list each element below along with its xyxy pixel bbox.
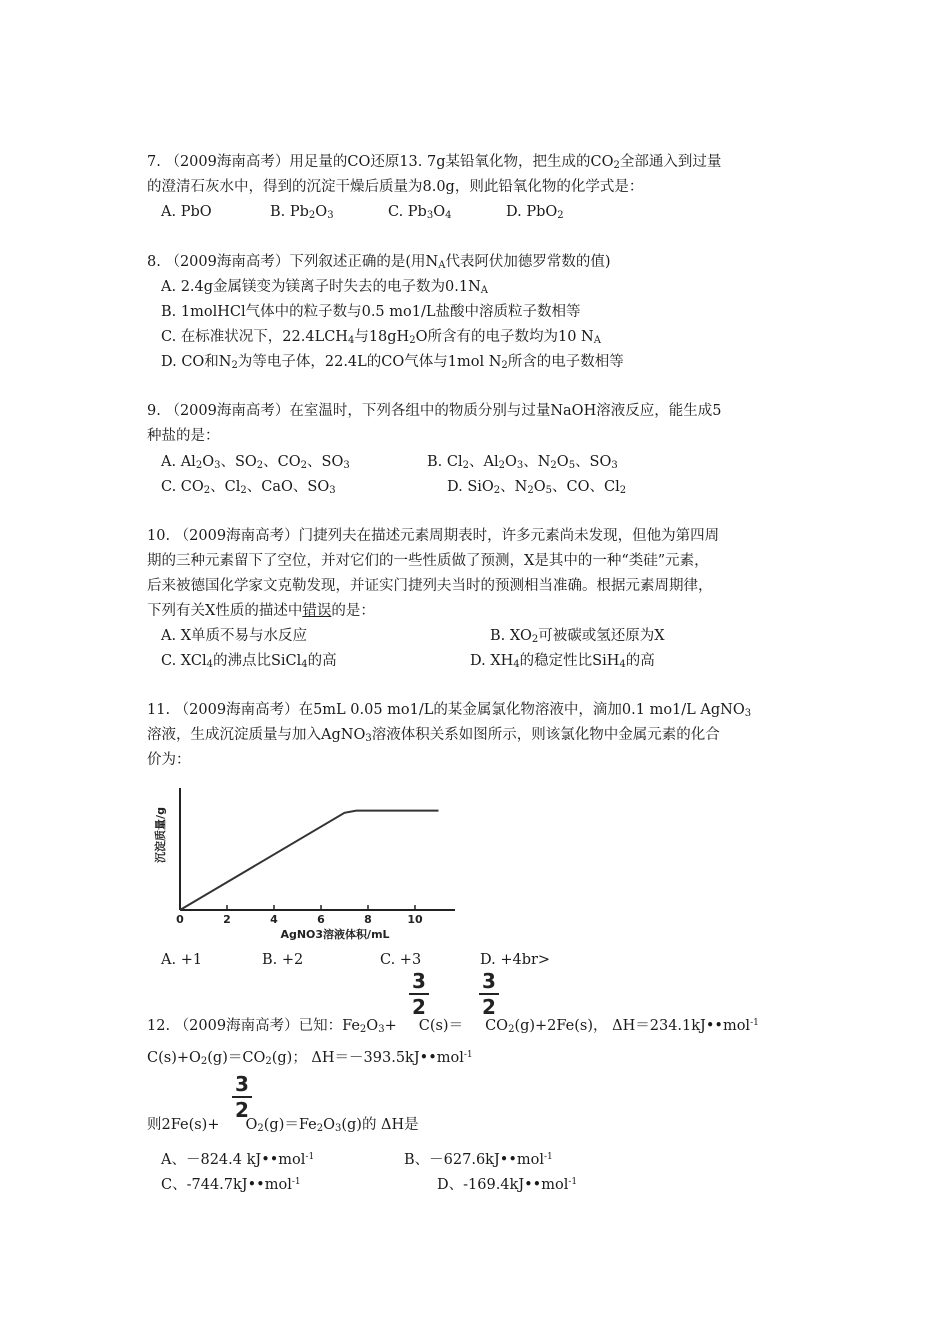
x-tick-label: 8 (364, 913, 372, 926)
q7-line2: 的澄清石灰水中，得到的沉淀干燥后质量为8.0g，则此铅氧化物的化学式是： (147, 179, 644, 195)
fraction-3-2: 3 2 (232, 1073, 252, 1121)
q9-option-b: B. $Cl_2$、$Al_2O_3$、$N_2O_5$、$SO_3$ (427, 454, 618, 471)
q8-option-c: C. 在标准状况下，$22.4LCH_4$与$18gH_2O$所含有的电子数均为10 $N_A$ (161, 329, 601, 346)
q10-option-d: D. $XH_4$的稳定性比SiH$_4$的高 (470, 653, 655, 670)
q7-option-a: A. PbO (161, 204, 212, 220)
q7-option-c: C. $Pb_3O_4$ (388, 204, 452, 221)
q12-option-d: D、-169.4kJ••mol$^{-1}$ (437, 1177, 578, 1193)
q8-stem: 8. （2009海南高考）下列叙述正确的是(用$N_A$代表阿伏加德罗常数的值) (147, 254, 611, 271)
x-tick-label: 6 (317, 913, 325, 926)
q11-line3: 价为： (147, 752, 191, 768)
q7-option-b: B. $Pb_2O_3$ (270, 204, 334, 221)
q10-line3: 后来被德国化学家文克勒发现，并证实门捷列夫当时的预测相当准确。根据元素周期律， (147, 578, 713, 594)
q8-option-d: D. CO和$N_2$为等电子体，22.4L的CO气体与1mol $N_2$所含的电子数相等 (161, 354, 624, 371)
q10-option-b: B. $XO_2$可被碳或氢还原为X (490, 628, 665, 645)
q11-line1: 11. （2009海南高考）在5mL 0.05 mo1/L的某金属氯化物溶液中，滴加0.1 mo1/L AgNO$_3$ (147, 702, 752, 719)
chart-ticks (176, 905, 423, 926)
chart-xlabel: AgNO3溶液体积/mL (280, 928, 390, 941)
q10-line2: 期的三种元素留下了空位，并对它们的一些性质做了预测，X是其中的一种“类硅”元素， (147, 553, 709, 569)
q11-line2: 溶液，生成沉淀质量与加入AgNO$_3$溶液体积关系如图所示，则该氯化物中金属元素的化合 (147, 727, 720, 744)
chart-series (180, 811, 439, 910)
fraction-3-2: 3 2 (479, 970, 499, 1018)
underlined-word: 错误 (302, 603, 332, 619)
q8-option-b: B. 1molHCl气体中的粒子数与0.5 mo1/L盐酸中溶质粒子数相等 (161, 304, 581, 320)
x-tick-label: 10 (407, 913, 423, 926)
q7-option-d: D. PbO$_2$ (506, 204, 564, 221)
q9-line1: 9. （2009海南高考）在室温时，下列各组中的物质分别与过量NaOH溶液反应，能生成5 (147, 403, 722, 419)
q7-line1 (147, 152, 721, 172)
q12-line1: 12. （2009海南高考）已知：$Fe_2O_3+ C(s)= CO_2(g)+2Fe(s)$， ΔH＝234.1kJ••mol$^{-1}$ (147, 1018, 759, 1035)
q9-option-d: D. SiO$_2$、$N_2O_5$、CO、$Cl_2$ (447, 479, 627, 496)
chart-ylabel: 沉淀质量/g (154, 807, 167, 863)
q11-option-a: A. +1 (161, 952, 203, 968)
q7-text-b: 全部通入到过量 (619, 154, 722, 170)
q8-option-a: A. 2.4g金属镁变为镁离子时失去的电子数为$0.1N_A$ (161, 279, 489, 296)
fraction-3-2: 3 2 (409, 970, 429, 1018)
q10-option-c: C. XCl$_4$的沸点比SiCl$_4$的高 (161, 653, 337, 670)
q10-option-a: A. X单质不易与水反应 (161, 628, 308, 644)
x-tick-label: 4 (270, 913, 278, 926)
precipitate-chart (150, 780, 470, 950)
series-line (180, 811, 439, 910)
x-tick-label: 0 (176, 913, 184, 926)
q11-option-b: B. +2 (262, 952, 304, 968)
q9-line2: 种盐的是： (147, 428, 220, 444)
q10-line1: 10. （2009海南高考）门捷列夫在描述元素周期表时，许多元素尚未发现，但他为第四周 (147, 528, 720, 544)
q11-option-c: C. +3 (380, 952, 422, 968)
q7-sub: 2 (613, 160, 620, 171)
q12-line3: 则$2Fe(s)+ O_2(g)=Fe_2O_3(g)$的 ΔH是 (147, 1117, 419, 1134)
q12-line2: $C(s)+O_2(g)=CO_2(g)$； ΔH＝－393.5kJ••mol$^{-1}$ (147, 1050, 473, 1067)
q7-text-a: 7. （2009海南高考）用足量的CO还原13. 7g某铅氧化物，把生成的CO (147, 154, 614, 170)
q12-option-c: C、-744.7kJ••mol$^{-1}$ (161, 1177, 301, 1193)
q12-option-a: A、－824.4 kJ••mol$^{-1}$ (161, 1152, 315, 1168)
q12-option-b: B、－627.6kJ••mol$^{-1}$ (404, 1152, 553, 1168)
x-tick-label: 2 (223, 913, 231, 926)
q9-option-a: A. $Al_2O_3$、$SO_2$、$CO_2$、$SO_3$ (161, 454, 350, 471)
chart-axes (180, 788, 455, 910)
q9-option-c: C. $CO_2$、$Cl_2$、CaO、$SO_3$ (161, 479, 336, 496)
q10-line4: 下列有关X性质的描述中错误的是： (147, 603, 375, 619)
q11-option-d: D. +4br> (480, 952, 551, 968)
